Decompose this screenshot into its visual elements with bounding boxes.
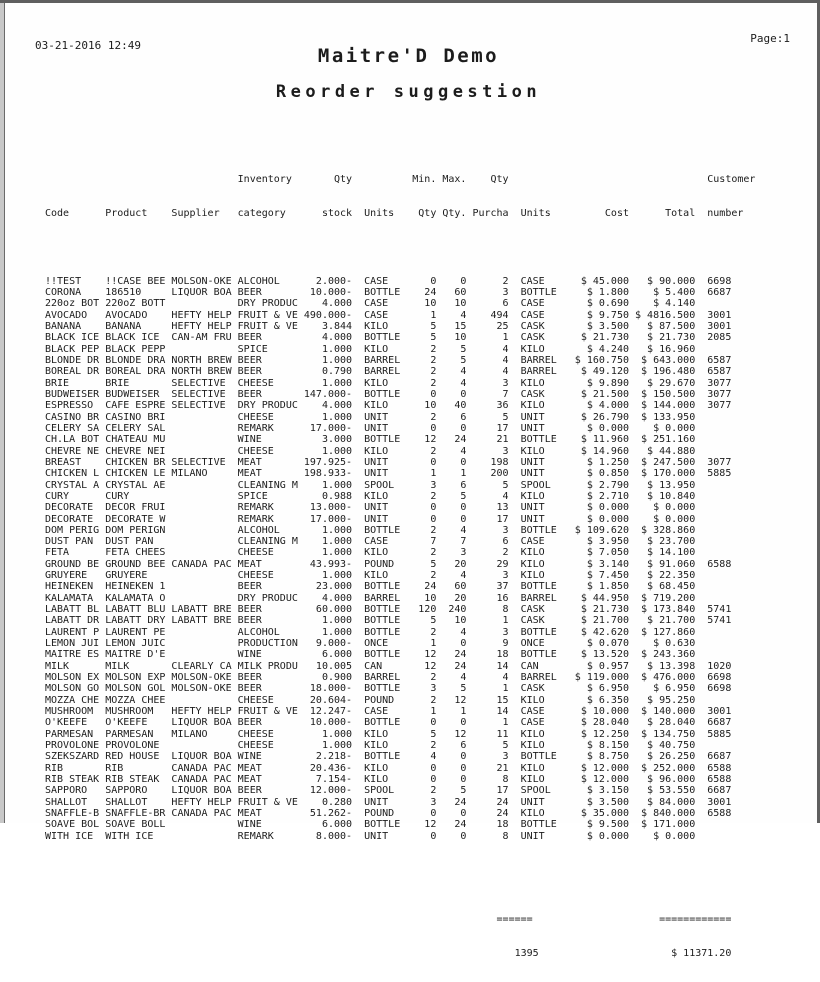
- header-spacer: [45, 242, 755, 253]
- table-row: PARMESAN PARMESAN MILANO CHEESE 1.000 KILO 5 12 11 KILO $ 12.250 $ 134.750 5885: [45, 728, 744, 740]
- table-row: BREAST CHICKEN BR SELECTIVE MEAT 197.925- UNIT 0 0 198 UNIT $ 1.250 $ 247.500 3077: [45, 456, 744, 468]
- table-row: CHEVRE NE CHEVRE NEI CHEESE 1.000 KILO 2 4 3 KILO $ 14.960 $ 44.880: [45, 445, 744, 457]
- table-row: MOLSON EX MOLSON EXP MOLSON-OKE BEER 0.900 BARREL 2 4 4 BARREL $ 119.000 $ 476.000 6698: [45, 672, 744, 684]
- table-row: O'KEEFE O'KEEFE LIQUOR BOA BEER 10.000- BOTTLE 0 0 1 CASE $ 28.040 $ 28.040 6687: [45, 717, 744, 729]
- table-row: FETA FETA CHEES CHEESE 1.000 KILO 2 3 2 KILO $ 7.050 $ 14.100: [45, 547, 744, 559]
- table-row: 220oz BOT 220oZ BOTT DRY PRODUC 4.000 CASE 10 10 6 CASE $ 0.690 $ 4.140: [45, 298, 744, 310]
- column-header-line2: Code Product Supplier category stock Units Qty Qty. Purcha Units Cost Total number: [45, 207, 744, 219]
- table-row: PROVOLONE PROVOLONE CHEESE 1.000 KILO 2 6 5 KILO $ 8.150 $ 40.750: [45, 740, 744, 752]
- table-row: HEINEKEN HEINEKEN 1 BEER 23.000 BOTTLE 24 60 37 BOTTLE $ 1.850 $ 68.450: [45, 581, 744, 593]
- table-row: LABATT DR LABATT DRY LABATT BRE BEER 1.000 BOTTLE 5 10 1 CASK $ 21.700 $ 21.700 5741: [45, 615, 744, 627]
- reorder-suggestion-table: [45, 151, 755, 982]
- table-row: SZEKSZARD RED HOUSE LIQUOR BOA WINE 2.218- BOTTLE 4 0 3 BOTTLE $ 8.750 $ 26.250 6687: [45, 751, 744, 763]
- table-row: MOLSON GO MOLSON GOL MOLSON-OKE BEER 18.000- BOTTLE 3 5 1 CASK $ 6.950 $ 6.950 6698: [45, 683, 744, 695]
- table-row: CHICKEN L CHICKEN LE MILANO MEAT 198.933- UNIT 1 1 200 UNIT $ 0.850 $ 170.000 5885: [45, 468, 744, 480]
- table-row: LEMON JUI LEMON JUIC PRODUCTION 9.000- ONCE 1 0 9 ONCE $ 0.070 $ 0.630: [45, 638, 744, 650]
- table-row: BLONDE DR BLONDE DRA NORTH BREW BEER 1.000 BARREL 2 5 4 BARREL $ 160.750 $ 643.000 6587: [45, 354, 744, 366]
- table-row: GROUND BE GROUND BEE CANADA PAC MEAT 43.993- POUND 5 20 29 KILO $ 3.140 $ 91.060 6588: [45, 558, 744, 570]
- table-row: KALAMATA KALAMATA O DRY PRODUC 4.000 BARREL 10 20 16 BARREL $ 44.950 $ 719.200: [45, 592, 744, 604]
- table-row: ESPRESSO CAFE ESPRE SELECTIVE DRY PRODUC 4.000 KILO 10 40 36 KILO $ 4.000 $ 144.000 3077: [45, 400, 744, 412]
- table-row: !!TEST !!CASE BEE MOLSON-OKE ALCOHOL 2.000- CASE 0 0 2 CASE $ 45.000 $ 90.000 6698: [45, 275, 744, 287]
- report-subtitle: Reorder suggestion: [275, 82, 542, 102]
- table-body: [45, 276, 755, 842]
- table-row: CELERY SA CELERY SAL REMARK 17.000- UNIT 0 0 17 UNIT $ 0.000 $ 0.000: [45, 422, 744, 434]
- report-title: Maitre'D Demo: [317, 45, 500, 67]
- table-row: BLACK PEP BLACK PEPP SPICE 1.000 KILO 2 5 4 KILO $ 4.240 $ 16.960: [45, 343, 744, 355]
- table-row: SNAFFLE-B SNAFFLE-BR CANADA PAC MEAT 51.262- POUND 0 0 24 KILO $ 35.000 $ 840.000 6588: [45, 808, 744, 820]
- table-row: RIB STEAK RIB STEAK CANADA PAC MEAT 7.154- KILO 0 0 8 KILO $ 12.000 $ 96.000 6588: [45, 774, 744, 786]
- totals-spacer: [45, 865, 755, 892]
- window-left-edge: [0, 3, 5, 823]
- table-row: SAPPORO SAPPORO LIQUOR BOA BEER 12.000- SPOOL 2 5 17 SPOOL $ 3.150 $ 53.550 6687: [45, 785, 744, 797]
- table-row: DUST PAN DUST PAN CLEANING M 1.000 CASE 7 7 6 CASE $ 3.950 $ 23.700: [45, 536, 744, 548]
- table-row: RIB RIB CANADA PAC MEAT 20.436- KILO 0 0 21 KILO $ 12.000 $ 252.000 6588: [45, 762, 744, 774]
- table-row: BOREAL DR BOREAL DRA NORTH BREW BEER 0.790 BARREL 2 4 4 BARREL $ 49.120 $ 196.480 6587: [45, 366, 744, 378]
- table-row: DECORATE DECOR FRUI REMARK 13.000- UNIT 0 0 13 UNIT $ 0.000 $ 0.000: [45, 502, 744, 514]
- table-row: SOAVE BOL SOAVE BOLL WINE 6.000 BOTTLE 12 24 18 BOTTLE $ 9.500 $ 171.000: [45, 819, 744, 831]
- table-row: DECORATE DECORATE W REMARK 17.000- UNIT 0 0 17 UNIT $ 0.000 $ 0.000: [45, 513, 744, 525]
- table-row: MOZZA CHE MOZZA CHEE CHEESE 20.604- POUND 2 12 15 KILO $ 6.350 $ 95.250: [45, 694, 744, 706]
- table-row: BLACK ICE BLACK ICE CAN-AM FRU BEER 4.000 BOTTLE 5 10 1 CASK $ 21.730 $ 21.730 2085: [45, 332, 744, 344]
- table-row: LABATT BL LABATT BLU LABATT BRE BEER 60.000 BOTTLE 120 240 8 CASK $ 21.730 $ 173.840 5741: [45, 604, 744, 616]
- table-row: DOM PERIG DOM PERIGN ALCOHOL 1.000 BOTTLE 2 4 3 BOTTLE $ 109.620 $ 328.860: [45, 524, 744, 536]
- column-header-line1: Inventory Qty Min. Max. Qty Customer: [45, 173, 756, 185]
- table-row: CORONA 186510 LIQUOR BOA BEER 10.000- BOTTLE 24 60 3 BOTTLE $ 1.800 $ 5.400 6687: [45, 286, 744, 298]
- table-row: CH.LA BOT CHATEAU MU WINE 3.000 BOTTLE 12 24 21 BOTTLE $ 11.960 $ 251.160: [45, 434, 744, 446]
- table-row: BUDWEISER BUDWEISER SELECTIVE BEER 147.000- BOTTLE 0 0 7 CASK $ 21.500 $ 150.500 3077: [45, 388, 744, 400]
- report-date: 03-21-2016 12:49: [35, 39, 141, 52]
- table-row: MAITRE ES MAITRE D'E WINE 6.000 BOTTLE 12 24 18 BOTTLE $ 13.520 $ 243.360: [45, 649, 744, 661]
- table-row: WITH ICE WITH ICE REMARK 8.000- UNIT 0 0 8 UNIT $ 0.000 $ 0.000: [45, 830, 744, 842]
- page-number: Page:1: [750, 32, 790, 45]
- table-row: AVOCADO AVOCADO HEFTY HELP FRUIT & VE 490.000- CASE 1 4 494 CASE $ 9.750 $ 4816.500 3001: [45, 309, 744, 321]
- totals-rule-row: ====== ============: [45, 914, 732, 926]
- table-row: SHALLOT SHALLOT HEFTY HELP FRUIT & VE 0.280 UNIT 3 24 24 UNIT $ 3.500 $ 84.000 3001: [45, 796, 744, 808]
- table-row: LAURENT P LAURENT PE ALCOHOL 1.000 BOTTLE 2 4 3 BOTTLE $ 42.620 $ 127.860: [45, 626, 744, 638]
- totals-value-row: 1395 $ 11371.20: [45, 948, 732, 960]
- table-row: BRIE BRIE SELECTIVE CHEESE 1.000 KILO 2 4 3 KILO $ 9.890 $ 29.670 3077: [45, 377, 744, 389]
- table-row: MUSHROOM MUSHROOM HEFTY HELP FRUIT & VE 12.247- CASE 1 1 14 CASE $ 10.000 $ 140.000 3001: [45, 706, 744, 718]
- table-row: BANANA BANANA HEFTY HELP FRUIT & VE 3.844 KILO 5 15 25 CASK $ 3.500 $ 87.500 3001: [45, 320, 744, 332]
- table-row: CURY CURY SPICE 0.988 KILO 2 5 4 KILO $ 2.710 $ 10.840: [45, 490, 744, 502]
- table-row: MILK MILK CLEARLY CA MILK PRODU 10.005 CAN 12 24 14 CAN $ 0.957 $ 13.398 1020: [45, 660, 744, 672]
- table-row: CRYSTAL A CRYSTAL AE CLEANING M 1.000 SPOOL 3 6 5 SPOOL $ 2.790 $ 13.950: [45, 479, 744, 491]
- table-row: CASINO BR CASINO BRI CHEESE 1.000 UNIT 2 6 5 UNIT $ 26.790 $ 133.950: [45, 411, 744, 423]
- table-row: GRUYERE GRUYERE CHEESE 1.000 KILO 2 4 3 KILO $ 7.450 $ 22.350: [45, 570, 744, 582]
